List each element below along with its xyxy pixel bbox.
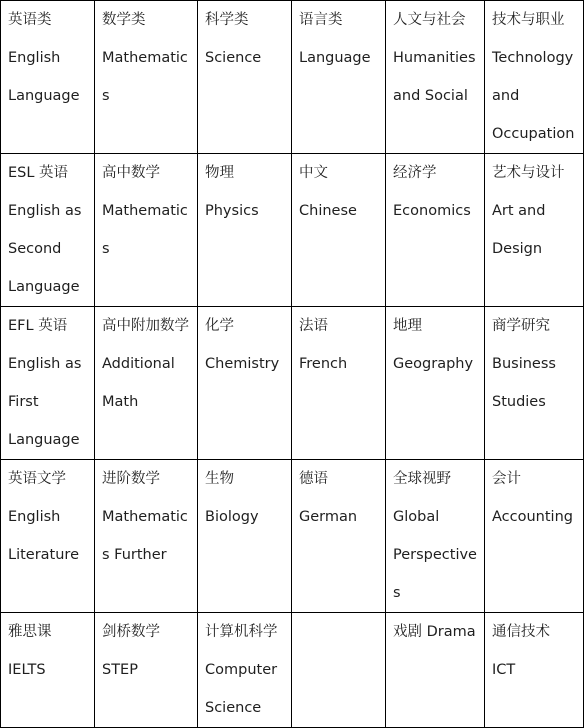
cell-english-label: English Literature bbox=[8, 509, 79, 563]
cell-english-label: English as First Language bbox=[8, 356, 82, 448]
cell-english-label: Mathematics bbox=[102, 203, 188, 257]
table-cell bbox=[485, 1, 584, 154]
table-cell bbox=[198, 1, 292, 154]
table-cell bbox=[292, 154, 386, 307]
table-cell bbox=[485, 307, 584, 460]
table-cell bbox=[198, 307, 292, 460]
cell-chinese-label: 高中附加数学 bbox=[102, 318, 189, 334]
table-cell bbox=[95, 613, 198, 728]
cell-chinese-label: 法语 bbox=[299, 318, 328, 334]
cell-chinese-label: 全球视野 bbox=[393, 471, 451, 487]
cell-chinese-label: 进阶数学 bbox=[102, 471, 160, 487]
table-row bbox=[1, 613, 584, 728]
cell-english-label: Additional Math bbox=[102, 356, 175, 410]
cell-english-label: Humanities and Social bbox=[393, 50, 476, 104]
table-cell bbox=[386, 613, 485, 728]
table-row bbox=[1, 460, 584, 613]
cell-english-label: Chinese bbox=[299, 203, 357, 219]
cell-chinese-label: 雅思课 bbox=[8, 624, 52, 640]
table-cell bbox=[485, 613, 584, 728]
cell-english-label: English Language bbox=[8, 50, 80, 104]
cell-chinese-label: 化学 bbox=[205, 318, 234, 334]
cell-english-label: Art and Design bbox=[492, 203, 546, 257]
cell-english-label: Chemistry bbox=[205, 356, 280, 372]
table-cell bbox=[95, 460, 198, 613]
cell-english-label: Global Perspectives bbox=[393, 509, 477, 601]
cell-chinese-label: 高中数学 bbox=[102, 165, 160, 181]
cell-english-label: Science bbox=[205, 50, 262, 66]
table-cell bbox=[386, 307, 485, 460]
table-row bbox=[1, 1, 584, 154]
cell-english-label: Computer Science bbox=[205, 662, 278, 716]
cell-chinese-label: 英语类 bbox=[8, 12, 52, 28]
cell-english-label: Geography bbox=[393, 356, 474, 372]
table-row bbox=[1, 307, 584, 460]
cell-english-label: Economics bbox=[393, 203, 471, 219]
cell-chinese-label: 英语文学 bbox=[8, 471, 66, 487]
cell-chinese-label: 德语 bbox=[299, 471, 328, 487]
table-cell bbox=[386, 460, 485, 613]
cell-english-label: STEP bbox=[102, 662, 138, 678]
cell-english-label: IELTS bbox=[8, 662, 46, 678]
cell-chinese-label: 技术与职业 bbox=[492, 12, 565, 28]
table-cell bbox=[95, 1, 198, 154]
table-cell bbox=[292, 460, 386, 613]
table-cell bbox=[1, 1, 95, 154]
table-cell bbox=[1, 460, 95, 613]
table-cell bbox=[485, 460, 584, 613]
cell-english-label: Biology bbox=[205, 509, 259, 525]
cell-english-label: Accounting bbox=[492, 509, 573, 525]
cell-english-label: Technology and Occupation bbox=[492, 50, 575, 142]
cell-english-label: Mathematics Further bbox=[102, 509, 188, 563]
table-cell bbox=[198, 154, 292, 307]
table-cell bbox=[95, 154, 198, 307]
cell-chinese-label: 科学类 bbox=[205, 12, 249, 28]
cell-chinese-label: 剑桥数学 bbox=[102, 624, 160, 640]
cell-english-label: French bbox=[299, 356, 348, 372]
table-cell bbox=[95, 307, 198, 460]
cell-chinese-label: 中文 bbox=[299, 165, 328, 181]
table-cell bbox=[386, 1, 485, 154]
cell-english-label: Physics bbox=[205, 203, 259, 219]
cell-chinese-label: 通信技术 bbox=[492, 624, 550, 640]
cell-chinese-label: ESL 英语 bbox=[8, 165, 69, 181]
cell-chinese-label: 戏剧 Drama bbox=[393, 624, 476, 640]
table-cell bbox=[485, 154, 584, 307]
cell-chinese-label: EFL 英语 bbox=[8, 318, 68, 334]
cell-chinese-label: 物理 bbox=[205, 165, 234, 181]
cell-english-label: Language bbox=[299, 50, 371, 66]
table-row bbox=[1, 154, 584, 307]
cell-chinese-label: 人文与社会 bbox=[393, 12, 466, 28]
cell-chinese-label: 语言类 bbox=[299, 12, 343, 28]
cell-english-label: German bbox=[299, 509, 358, 525]
cell-chinese-label: 数学类 bbox=[102, 12, 146, 28]
cell-english-label: Mathematics bbox=[102, 50, 188, 104]
table-cell bbox=[292, 1, 386, 154]
table-cell bbox=[386, 154, 485, 307]
cell-english-label: English as Second Language bbox=[8, 203, 82, 295]
cell-chinese-label: 生物 bbox=[205, 471, 234, 487]
cell-english-label: Business Studies bbox=[492, 356, 556, 410]
table-cell bbox=[1, 307, 95, 460]
cell-english-label: ICT bbox=[492, 662, 516, 678]
table-cell bbox=[198, 613, 292, 728]
cell-chinese-label: 地理 bbox=[393, 318, 422, 334]
cell-chinese-label: 计算机科学 bbox=[205, 624, 278, 640]
table-cell bbox=[292, 307, 386, 460]
table-cell bbox=[198, 460, 292, 613]
table-cell-empty bbox=[292, 613, 386, 728]
cell-chinese-label: 会计 bbox=[492, 471, 521, 487]
cell-chinese-label: 艺术与设计 bbox=[492, 165, 565, 181]
table-cell bbox=[1, 613, 95, 728]
cell-chinese-label: 商学研究 bbox=[492, 318, 550, 334]
cell-chinese-label: 经济学 bbox=[393, 165, 437, 181]
table-cell bbox=[1, 154, 95, 307]
